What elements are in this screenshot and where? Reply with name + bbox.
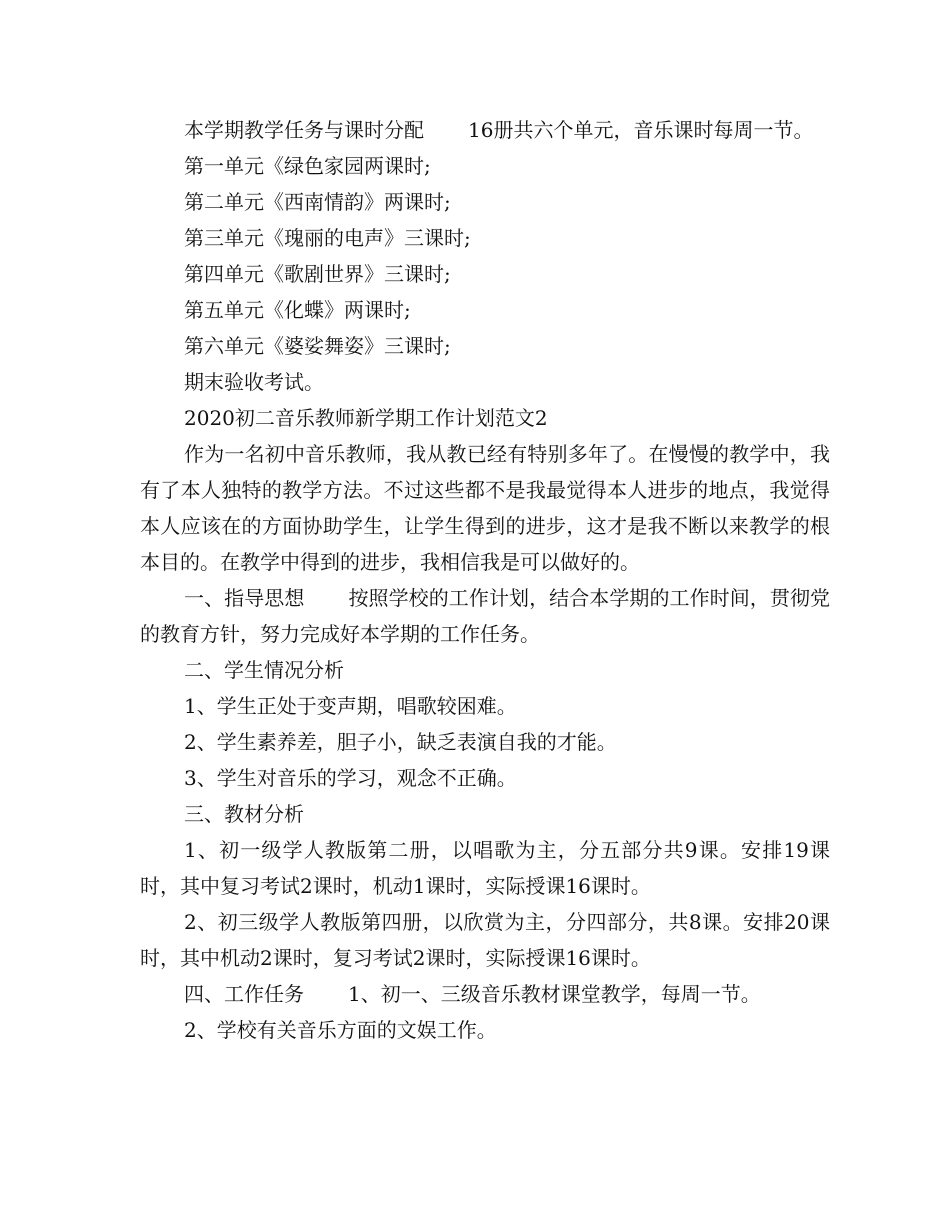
paragraph-unit-5: 第五单元《化蝶》两课时; [184,298,411,322]
paragraph-student-analysis-1: 1、学生正处于变声期，唱歌较困难。 [184,694,517,718]
paragraph-guiding-thought [140,580,830,652]
paragraph-final-exam: 期末验收考试。 [184,370,324,394]
paragraph-body: 16册共六个单元，音乐课时每周一节。 [468,118,814,142]
paragraph-unit-1: 第一单元《绿色家园两课时; [184,154,431,178]
paragraph-unit-3: 第三单元《瑰丽的电声》三课时; [184,226,471,250]
heading-student-analysis: 二、学生情况分析 [184,658,344,682]
paragraph-unit-4: 第四单元《歌剧世界》三课时; [184,262,451,286]
paragraph-work-task [140,976,830,1012]
paragraph-work-task-2: 2、学校有关音乐方面的文娱工作。 [184,1018,497,1042]
paragraph-lead: 一、指导思想 [184,586,305,610]
paragraph-lead: 四、工作任务 [184,982,304,1006]
paragraph-lead: 本学期教学任务与课时分配 [184,118,424,142]
paragraph-unit-2: 第二单元《西南情韵》两课时; [184,190,451,214]
paragraph-unit-6: 第六单元《婆娑舞姿》三课时; [184,334,451,358]
paragraph-material-analysis-1: 1、初一级学人教版第二册，以唱歌为主，分五部分共9课。安排19课时，其中复习考试2课时，机动1课时，实际授课16课时。 [140,838,830,898]
document-page [140,112,830,1048]
paragraph-body: 1、初一、三级音乐教材课堂教学，每周一节。 [348,982,761,1006]
paragraph-student-analysis-2: 2、学生素养差，胆子小，缺乏表演自我的才能。 [184,730,617,754]
paragraph-body: 按照学校的工作计划，结合本学期的工作时间，贯彻党的教育方针，努力完成好本学期的工作任务。 [140,586,831,646]
paragraph-intro: 作为一名初中音乐教师，我从教已经有特别多年了。在慢慢的教学中，我有了本人独特的教学方法。不过这些都不是我最觉得本人进步的地点，我觉得本人应该在的方面协助学生，让学生得到的进步，这才是我不断以来教学的根本目的。在教学中得到的进步，我相信我是可以做好的。 [140,442,830,574]
paragraph-intro-task [140,112,830,148]
paragraph-student-analysis-3: 3、学生对音乐的学习，观念不正确。 [184,766,517,790]
section-title: 2020初二音乐教师新学期工作计划范文2 [184,406,548,430]
heading-material-analysis: 三、教材分析 [184,802,304,826]
paragraph-material-analysis-2: 2、初三级学人教版第四册，以欣赏为主，分四部分，共8课。安排20课时，其中机动2课时，复习考试2课时，实际授课16课时。 [140,910,830,970]
